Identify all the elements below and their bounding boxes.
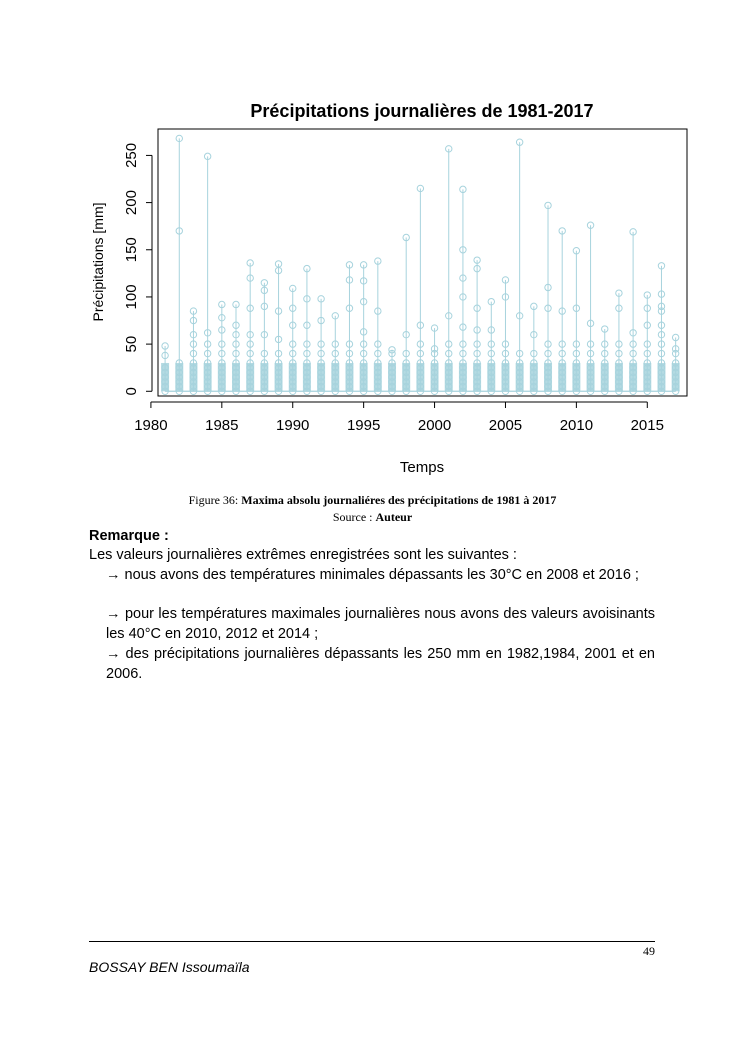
y-tick-label-0: 0 bbox=[123, 387, 140, 396]
remark-bullet-3: → des précipitations journalières dépassants les 250 mm en 1982,1984, 2001 et en 2006. bbox=[106, 646, 655, 682]
x-tick-label-1985: 1985 bbox=[205, 417, 239, 434]
y-tick-label-50: 50 bbox=[123, 335, 141, 353]
x-tick-label-1995: 1995 bbox=[346, 417, 381, 434]
x-tick-label-1990: 1990 bbox=[276, 417, 310, 434]
remark-bullet-1: → nous avons des températures minimales dépassants les 30°C en 2008 et 2016 ; bbox=[106, 567, 639, 583]
footer-author: BOSSAY BEN Issoumaïla bbox=[89, 959, 250, 975]
x-tick-label-1980: 1980 bbox=[134, 417, 168, 434]
precipitation-chart bbox=[86, 90, 696, 485]
x-axis-label: Temps bbox=[399, 459, 445, 476]
figure-caption-title: Maxima absolu journaliéres des précipitations de 1981 à 2017 bbox=[241, 493, 557, 507]
figure-source bbox=[0, 509, 745, 525]
chart-title: Précipitations journalières de 1981-2017 bbox=[250, 101, 594, 121]
y-tick-label-200: 200 bbox=[123, 190, 140, 216]
figure-source-value: Auteur bbox=[375, 510, 413, 524]
figure-caption-prefix: Figure 36: bbox=[188, 493, 242, 507]
footer-divider bbox=[89, 941, 655, 942]
x-tick-label-2010: 2010 bbox=[559, 417, 594, 434]
x-axis bbox=[134, 402, 664, 434]
remark-intro: Les valeurs journalières extrêmes enregistrées sont les suivantes : bbox=[89, 547, 517, 563]
remark-bullet-2: → pour les températures maximales journalières nous avons des valeurs avoisinants les 40°C en 2010, 2012 et 2014 ; bbox=[106, 606, 655, 642]
figure-caption bbox=[0, 492, 745, 508]
y-axis bbox=[123, 143, 152, 396]
x-tick-label-2015: 2015 bbox=[630, 417, 664, 434]
y-tick-label-250: 250 bbox=[123, 142, 140, 168]
data-points bbox=[161, 135, 680, 394]
page-number: 49 bbox=[643, 944, 655, 958]
y-tick-label-100: 100 bbox=[123, 284, 140, 310]
x-tick-label-2000: 2000 bbox=[417, 417, 452, 434]
y-axis-label: Précipitations [mm] bbox=[90, 202, 106, 322]
remark-title: Remarque : bbox=[89, 528, 169, 544]
x-tick-label-2005: 2005 bbox=[488, 417, 523, 434]
figure-source-label: Source : bbox=[332, 510, 376, 524]
y-tick-label-150: 150 bbox=[123, 237, 140, 263]
